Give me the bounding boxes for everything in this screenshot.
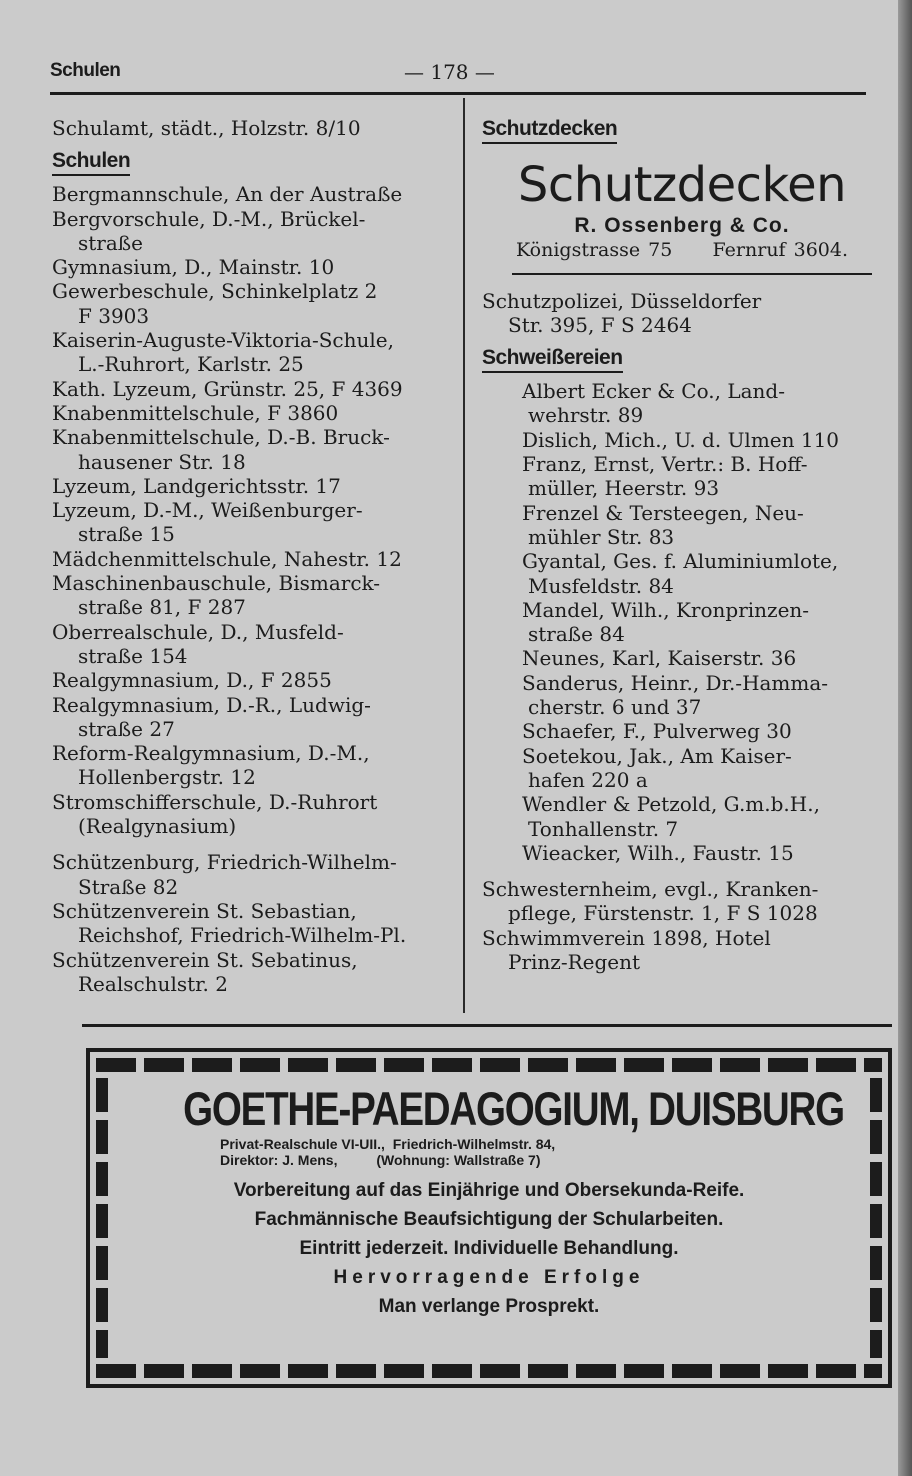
entry-continuation: müller, Heerstr. 93	[528, 476, 720, 501]
directory-entry: Gewerbeschule, Schinkelplatz 2	[52, 279, 378, 304]
running-header-section: Schulen	[50, 60, 121, 81]
entry-continuation: wehrstr. 89	[528, 403, 644, 428]
page-number: — 178 —	[404, 60, 495, 84]
schulen-list	[52, 182, 452, 838]
directory-entry: Lyzeum, Landgerichtsstr. 17	[52, 473, 341, 498]
entry-continuation: straße	[78, 230, 143, 255]
directory-entry: Schützenburg, Friedrich-Wilhelm-	[52, 850, 397, 875]
entry-continuation: straße 81, F 287	[78, 595, 246, 620]
entry-continuation: Realschulstr. 2	[78, 971, 228, 996]
directory-entry: Realgymnasium, D., F 2855	[52, 668, 332, 693]
entry-continuation: straße 84	[528, 622, 625, 647]
ad-company: R. Ossenberg & Co.	[574, 214, 790, 237]
ad-rule	[512, 273, 872, 275]
entries-after	[482, 877, 882, 974]
entry-continuation: hafen 220 a	[528, 767, 648, 792]
directory-entry: Schützenverein St. Sebatinus,	[52, 947, 358, 972]
border-stripe-left	[96, 1078, 108, 1358]
directory-entry: Knabenmittelschule, F 3860	[52, 400, 339, 425]
directory-entry: Schaefer, F., Pulverweg 30	[522, 719, 792, 744]
directory-entry: Bergmannschule, An der Austraße	[52, 182, 403, 207]
advertisement-line-2: Fachmännische Beaufsichtigung der Schularbeiten.	[254, 1209, 724, 1230]
entry-continuation: (Realgynasium)	[78, 814, 237, 839]
directory-entry: Oberrealschule, D., Musfeld-	[52, 619, 344, 644]
advertisement-title: GOETHE-PAEDAGOGIUM, DUISBURG	[183, 1082, 844, 1135]
directory-entry: Wendler & Petzold, G.m.b.H.,	[522, 792, 820, 817]
directory-entry: Maschinenbauschule, Bismarck-	[52, 571, 381, 596]
entry-continuation: straße 154	[78, 643, 188, 668]
ad-address: Königstrasse 75	[515, 239, 673, 262]
entry-continuation: Reichshof, Friedrich-Wilhelm-Pl.	[78, 923, 407, 948]
ad-headline: Schutzdecken	[517, 157, 847, 213]
directory-entry: Wieacker, Wilh., Faustr. 15	[522, 840, 794, 865]
directory-entry: Schwimmverein 1898, Hotel	[482, 925, 771, 950]
directory-entry: Mandel, Wilh., Kronprinzen-	[522, 597, 810, 622]
entries-after	[52, 850, 452, 996]
entry-continuation: F 3903	[78, 303, 150, 328]
directory-entry: Schulamt, städt., Holzstr. 8/10	[52, 116, 361, 140]
directory-entry: Stromschifferschule, D.-Ruhrort	[52, 789, 378, 814]
header-rule	[50, 92, 866, 95]
border-stripe-right	[870, 1078, 882, 1358]
entry-continuation: mühler Str. 83	[528, 524, 675, 549]
directory-entry: Realgymnasium, D.-R., Ludwig-	[52, 692, 371, 717]
advertisement-line-5: Man verlange Prosprekt.	[378, 1296, 600, 1317]
directory-entry: Reform-Realgymnasium, D.-M.,	[52, 741, 370, 766]
directory-entry: Schwesternheim, evgl., Kranken-	[482, 877, 819, 902]
entry-continuation: L.-Ruhrort, Karlstr. 25	[78, 352, 304, 377]
advertisement-line-3: Eintritt jederzeit. Individuelle Behandlung.	[299, 1238, 679, 1259]
left-column	[52, 116, 452, 996]
directory-entry: Gymnasium, D., Mainstr. 10	[52, 255, 335, 280]
entry-continuation: straße 15	[78, 522, 175, 547]
advertisement-subline-1: Privat-Realschule VI-UII., Friedrich-Wilhelmstr. 84,	[220, 1136, 556, 1152]
directory-entry: Schutzpolizei, Düsseldorfer	[482, 288, 762, 313]
right-column	[482, 116, 882, 974]
advertisement-content	[116, 1082, 862, 1321]
directory-entry: Kaiserin-Auguste-Viktoria-Schule,	[52, 328, 394, 353]
section-heading-wrap	[482, 345, 882, 373]
book-spine-shadow	[898, 0, 912, 1476]
section-heading-wrap	[52, 148, 452, 176]
directory-entry: Kath. Lyzeum, Grünstr. 25, F 4369	[52, 376, 403, 401]
advertisement-line-4: Hervorragende Erfolge	[333, 1267, 645, 1288]
entry-continuation: Tonhallenstr. 7	[528, 816, 679, 841]
entry-continuation: cherstr. 6 und 37	[528, 695, 702, 720]
column-divider	[463, 98, 465, 1013]
directory-entry: Gyantal, Ges. f. Aluminiumlote,	[522, 549, 839, 574]
entry-continuation: Musfeldstr. 84	[528, 573, 674, 598]
directory-entry: Bergvorschule, D.-M., Brückel-	[52, 206, 366, 231]
spacer	[482, 865, 882, 877]
directory-entry: Schützenverein St. Sebastian,	[52, 898, 357, 923]
directory-entry: Dislich, Mich., U. d. Ulmen 110	[522, 427, 840, 452]
entry-continuation: Hollenbergstr. 12	[78, 765, 256, 790]
entry-continuation: hausener Str. 18	[78, 449, 246, 474]
ad-phone: Fernruf 3604.	[712, 239, 849, 262]
directory-entry: Albert Ecker & Co., Land-	[522, 379, 785, 404]
directory-entry: Soetekou, Jak., Am Kaiser-	[522, 743, 792, 768]
directory-entry: Knabenmittelschule, D.-B. Bruck-	[52, 425, 390, 450]
directory-entry: Neunes, Karl, Kaiserstr. 36	[522, 646, 797, 671]
entry-continuation: pflege, Fürstenstr. 1, F S 1028	[508, 901, 818, 926]
schweissereien-list	[482, 379, 882, 865]
entry-continuation: Straße 82	[78, 874, 179, 899]
border-stripe-top	[96, 1058, 882, 1072]
border-stripe-bottom	[96, 1364, 882, 1378]
directory-entry: Frenzel & Tersteegen, Neu-	[522, 500, 804, 525]
ad-address-line	[482, 238, 882, 262]
goethe-advertisement	[86, 1048, 892, 1388]
directory-entry: Lyzeum, D.-M., Weißenburger-	[52, 498, 363, 523]
entry-continuation: Prinz-Regent	[508, 950, 641, 975]
advertisement-subline-2: Direktor: J. Mens, (Wohnung: Wallstraße 7)	[220, 1152, 541, 1168]
bottom-rule	[82, 1024, 892, 1027]
entry-continuation: straße 27	[78, 716, 175, 741]
entries-before	[482, 289, 882, 338]
directory-entry: Franz, Ernst, Vertr.: B. Hoff-	[522, 452, 808, 477]
entry-continuation: Str. 395, F S 2464	[508, 312, 692, 337]
section-heading-schulen: Schulen	[52, 149, 130, 176]
directory-entry: Sanderus, Heinr., Dr.-Hamma-	[522, 670, 829, 695]
spacer	[52, 838, 452, 850]
section-heading-schutzdecken: Schutzdecken	[482, 117, 617, 144]
section-heading-schweissereien: Schweißereien	[482, 346, 623, 373]
directory-entry: Mädchenmittelschule, Nahestr. 12	[52, 546, 402, 571]
advertisement-line-1: Vorbereitung auf das Einjährige und Obersekunda-Reife.	[233, 1180, 745, 1201]
section-heading-wrap	[482, 116, 882, 144]
